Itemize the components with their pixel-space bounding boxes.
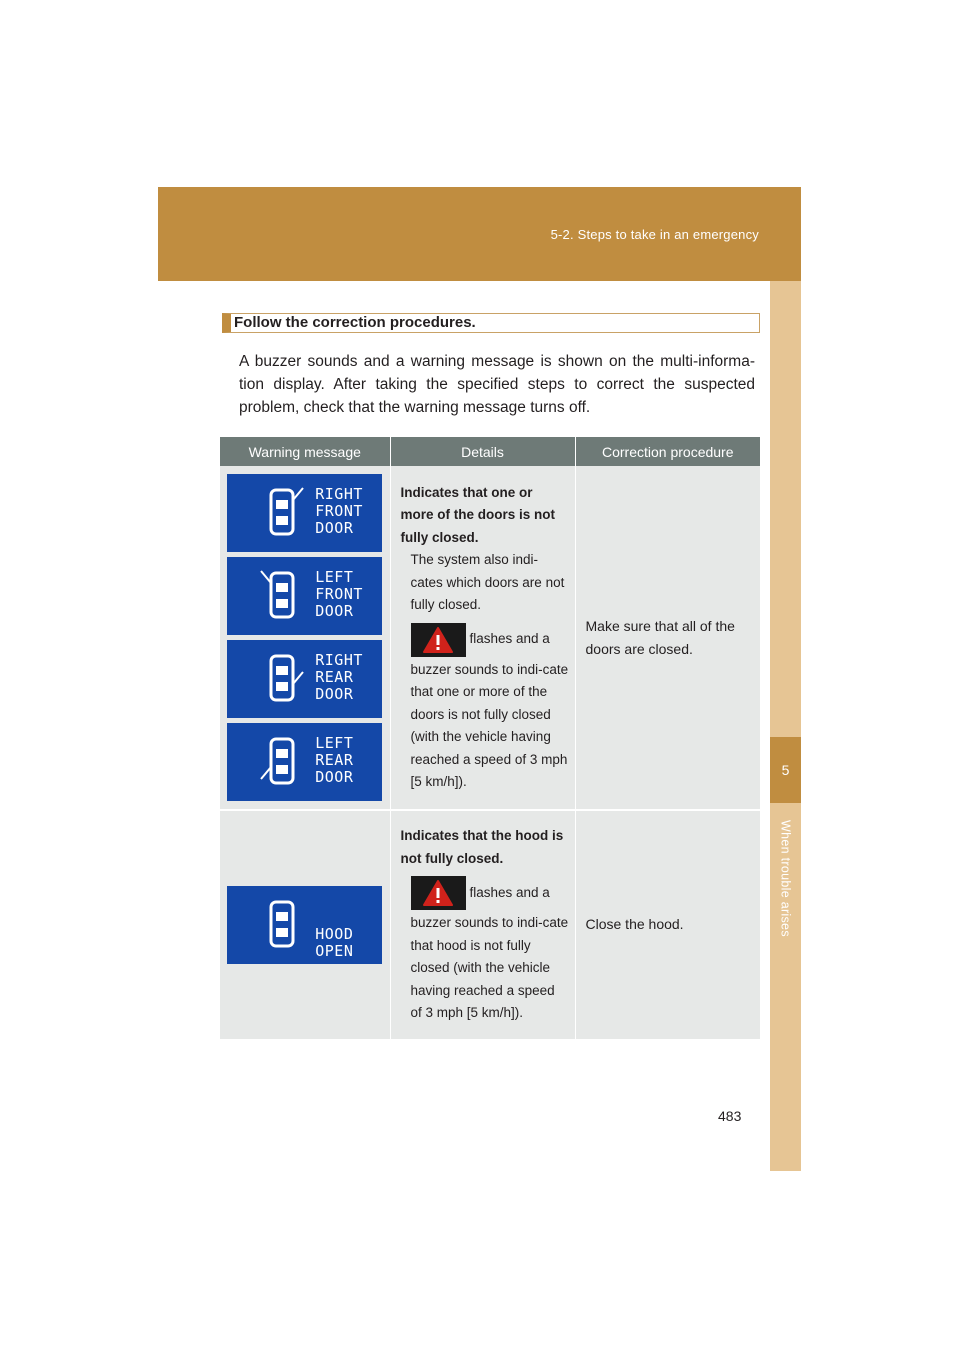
display-line: RIGHT [315, 651, 363, 669]
car-outline-icon [227, 886, 317, 964]
warning-message-cell [220, 466, 390, 810]
chapter-title [770, 808, 801, 948]
display-right-rear-door [227, 640, 382, 718]
display-line: DOOR [315, 768, 354, 786]
warning-triangle-icon [411, 623, 466, 657]
car-outline-icon [227, 474, 317, 552]
intro-paragraph: A buzzer sounds and a warning message is shown on the multi-informa-tion display. After taking the specified steps to correct the suspected problem, check that the warning message turns off. [239, 353, 755, 416]
correction-text: Close the hood. [585, 916, 684, 933]
car-outline-icon [227, 723, 317, 801]
side-tab [770, 281, 801, 1171]
section-heading: Follow the correction procedures. [222, 313, 760, 333]
warning-line [401, 876, 569, 910]
display-line: REAR [315, 751, 354, 769]
table-header-row [220, 437, 760, 466]
warning-suffix: flashes and a [469, 631, 550, 647]
display-left-rear-door [227, 723, 382, 801]
header-band [158, 187, 801, 281]
car-outline-icon [227, 640, 317, 718]
display-line: DOOR [315, 519, 354, 537]
correction-text: Make sure that all of the doors are closed. [585, 617, 735, 657]
page-number: 483 [718, 1108, 742, 1124]
warning-message-cell [220, 810, 390, 1040]
details-cell [390, 466, 575, 810]
warning-line [401, 623, 569, 657]
chapter-number: 5 [770, 737, 801, 803]
column-header: Correction procedure [575, 437, 760, 466]
display-line: FRONT [315, 585, 363, 603]
display-line: DOOR [315, 685, 354, 703]
column-header: Warning message [220, 437, 390, 466]
chapter-title-text: When trouble arises [778, 819, 793, 937]
warning-triangle-icon [411, 876, 466, 910]
display-line: RIGHT [315, 485, 363, 503]
details-warning-text: buzzer sounds to indi-cate that one or more of the doors is not fully closed (with the vehicle having reached a speed of 3 mph [5 km/h]). [410, 661, 569, 789]
display-line: FRONT [315, 502, 363, 520]
display-line: DOOR [315, 602, 354, 620]
details-warning-text: buzzer sounds to indi-cate that hood is not fully closed (with the vehicle having reached a speed of 3 mph [5 km/h]). [410, 915, 569, 1020]
column-header: Details [390, 437, 575, 466]
table-row [220, 466, 760, 810]
details-sub: The system also indi-cates which doors are not fully closed. [410, 552, 565, 612]
section-label: 5-2. Steps to take in an emergency [550, 227, 759, 242]
display-line: REAR [315, 668, 354, 686]
display-line: HOOD [315, 924, 354, 943]
display-hood-open [227, 886, 382, 964]
display-line: OPEN [315, 941, 354, 960]
details-bold: Indicates that the hood is not fully closed. [400, 828, 564, 866]
warning-suffix: flashes and a [469, 884, 550, 900]
details-bold: Indicates that one or more of the doors is not fully closed. [400, 484, 556, 545]
correction-cell [575, 810, 760, 1040]
details-cell [390, 810, 575, 1040]
display-line: LEFT [315, 568, 354, 586]
warning-table [220, 437, 760, 1041]
car-outline-icon [227, 557, 317, 635]
display-left-front-door [227, 557, 382, 635]
display-line: LEFT [315, 734, 354, 752]
table-row [220, 810, 760, 1040]
display-right-front-door [227, 474, 382, 552]
correction-cell [575, 466, 760, 810]
